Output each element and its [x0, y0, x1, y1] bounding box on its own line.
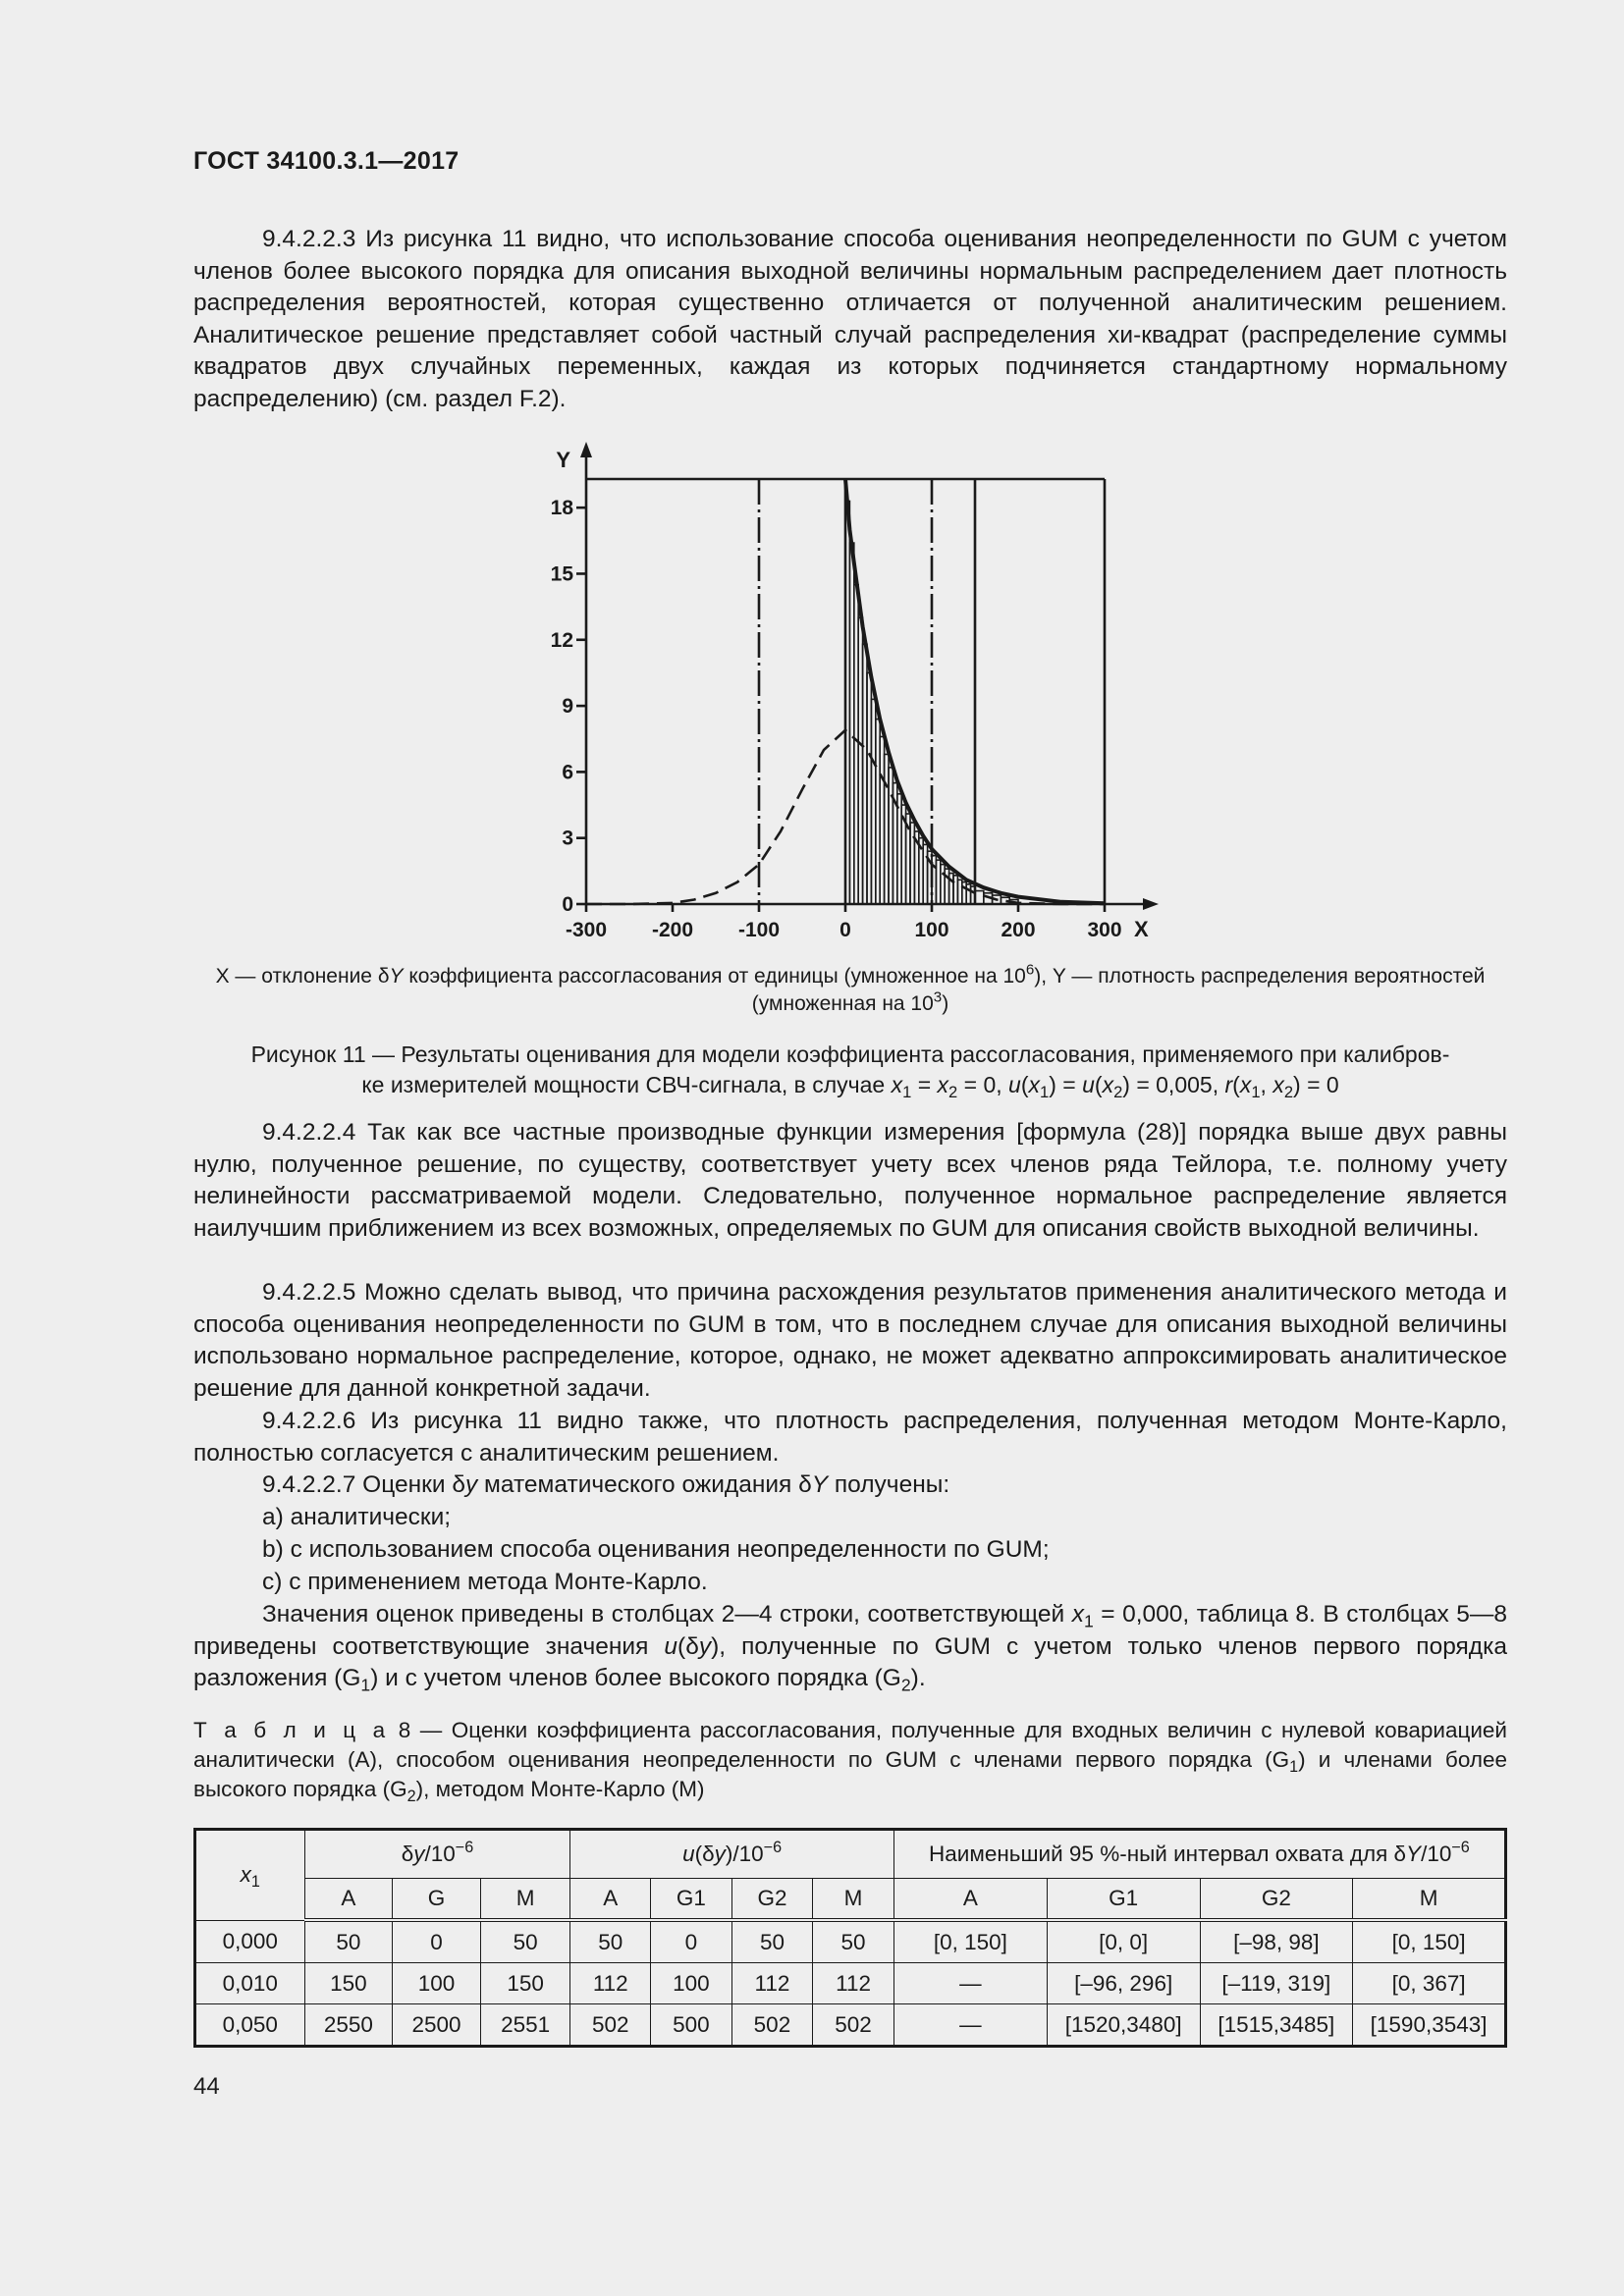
header-coverage-interval: Наименьший 95 %-ный интервал охвата для $\delta Y/10^{-6}$: [893, 1830, 1505, 1879]
x-tick-label: 100: [914, 919, 949, 941]
table-cell: [1520,3480]: [1047, 2004, 1200, 2047]
subheader-cell: G1: [651, 1879, 732, 1921]
table-cell: 50: [570, 1920, 651, 1963]
table-cell: 50: [731, 1920, 813, 1963]
page-number: 44: [193, 2073, 220, 2100]
y-tick-label: 3: [562, 827, 573, 850]
y-tick-label: 18: [550, 497, 573, 520]
table-cell: 150: [480, 1963, 570, 2004]
table-cell: 0: [651, 1920, 732, 1963]
table-cell: 150: [304, 1963, 393, 2004]
subheader-cell: M: [1353, 1879, 1506, 1921]
x-axis-arrow: [1143, 898, 1159, 910]
table-8: [193, 1828, 1507, 2048]
table-cell: [–98, 98]: [1200, 1920, 1353, 1963]
x-tick-label: 200: [1001, 919, 1036, 941]
table-cell: [1590,3543]: [1353, 2004, 1506, 2047]
table-cell: [0, 150]: [893, 1920, 1047, 1963]
y-tick-label: 9: [562, 695, 573, 719]
y-axis-arrow: [580, 442, 592, 457]
table-cell: 2551: [480, 2004, 570, 2047]
figure-legend: X — отклонение δY коэффициента рассогласования от единицы (умноженное на $10^6$), Y — плотность распределения вероятностей (умноженная на $10^3$): [215, 961, 1486, 1015]
x-tick-label: 300: [1087, 919, 1122, 941]
subheader-cell: G2: [1200, 1879, 1353, 1921]
table-cell: 100: [651, 1963, 732, 2004]
histogram-bar: [975, 891, 984, 904]
table-row: [195, 1963, 1506, 2004]
table-cell: [–119, 319]: [1200, 1963, 1353, 2004]
paragraph-9-4-2-2-7: 9.4.2.2.7 Оценки δy математического ожидания δY получены:: [262, 1471, 950, 1498]
table-cell: 0: [393, 1920, 481, 1963]
x-tick-label: -100: [737, 919, 781, 941]
subheader-cell: G1: [1047, 1879, 1200, 1921]
table-cell: —: [893, 1963, 1047, 2004]
y-tick-label: 6: [562, 761, 573, 784]
subheader-cell: A: [304, 1879, 393, 1921]
paragraph-9-4-2-2-6: 9.4.2.2.6 Из рисунка 11 видно также, что плотность распределения, полученная методом Монте-Карло, полностью согласуется с аналитическим решением.: [193, 1408, 1507, 1467]
table-cell: 50: [813, 1920, 894, 1963]
table-cell: 502: [813, 2004, 894, 2047]
subheader-cell: G2: [731, 1879, 813, 1921]
table-cell: —: [893, 2004, 1047, 2047]
table-cell: [0, 150]: [1353, 1920, 1506, 1963]
list-item: b) с использованием способа оценивания неопределенности по GUM;: [262, 1536, 1050, 1563]
table-cell: 0,050: [195, 2004, 305, 2047]
table-cell: 112: [570, 1963, 651, 2004]
list-item: с) с применением метода Монте-Карло.: [262, 1569, 708, 1595]
table-cell: [0, 0]: [1047, 1920, 1200, 1963]
table-cell: 502: [731, 2004, 813, 2047]
table-cell: 112: [731, 1963, 813, 2004]
x-axis-label: X: [1134, 917, 1149, 941]
y-axis-label: Y: [556, 448, 570, 472]
table-cell: 500: [651, 2004, 732, 2047]
y-tick-label: 15: [550, 562, 573, 586]
table-cell: 502: [570, 2004, 651, 2047]
table-cell: 2550: [304, 2004, 393, 2047]
table-cell: 0,010: [195, 1963, 305, 2004]
paragraph-9-4-2-2-5: 9.4.2.2.5 Можно сделать вывод, что причина расхождения результатов применения аналитического метода и способа оценивания неопределенности по GUM в том, что в последнем случае для описания выходной величины использовано нормальное распределение, которое, однако, не может адекватно аппроксимировать аналитическое решение для данной конкретной задачи.: [193, 1279, 1507, 1402]
paragraph-9-4-2-2-4: 9.4.2.2.4 Так как все частные производные функции измерения [формула (28)] порядка выше двух равны нулю, полученное решение, по существу, соответствует учету всех членов ряда Тейлора, т.е. полному учету нелинейности рассматриваемой модели. Следовательно, полученное нормальное распределение является наилучшим приближением из всех возможных, определяемых по GUM для описания свойств выходной величины.: [193, 1119, 1507, 1242]
paragraph-9-4-2-2-3: 9.4.2.2.3 Из рисунка 11 видно, что использование способа оценивания неопределенности по GUM с учетом членов более высокого порядка для описания выходной величины нормальным распределением дает плотность распределения вероятностей, которая существенно отличается от полученной аналитическим решением. Аналитическое решение представляет собой частный случай распределения хи-квадрат (распределение суммы квадратов двух случайных переменных, каждая из которых подчиняется стандартному нормальному распределению) (см. раздел F.2).: [193, 226, 1507, 412]
table-cell: 0,000: [195, 1920, 305, 1963]
table-row: [195, 2004, 1506, 2047]
header-u-dy: $u(\delta y)/10^{-6}$: [570, 1830, 893, 1879]
table-caption: Т а б л и ц а 8 — Оценки коэффициента рассогласования, полученные для входных величин с нулевой ковариацией аналитически (A), способом оценивания неопределенности по GUM с членами первого порядка $(G_1)$ и членами более высокого порядка $(G_2)$, методом Монте-Карло (M): [193, 1718, 1507, 1805]
y-tick-label: 12: [550, 628, 573, 652]
table-row: [195, 1920, 1506, 1963]
paragraph-values: Значения оценок приведены в столбцах 2—4 строки, соответствующей $x_1 = 0,000$, таблица 8. В столбцах 5—8 приведены соответствующие значения u(δy), полученные по GUM с учетом только членов первого порядка разложения $(G_1)$ и с учетом членов более высокого порядка $(G_2)$.: [193, 1601, 1508, 1695]
x-tick-label: -200: [651, 919, 694, 941]
list-item: а) аналитически;: [262, 1504, 452, 1530]
table-cell: 2500: [393, 2004, 481, 2047]
subheader-cell: M: [813, 1879, 894, 1921]
x-tick-label: -300: [565, 919, 608, 941]
y-tick-label: 0: [562, 893, 573, 916]
table-cell: [–96, 296]: [1047, 1963, 1200, 2004]
table-cell: [0, 367]: [1353, 1963, 1506, 2004]
subheader-cell: A: [893, 1879, 1047, 1921]
table-cell: [1515,3485]: [1200, 2004, 1353, 2047]
subheader-cell: A: [570, 1879, 651, 1921]
document-header: ГОСТ 34100.3.1—2017: [193, 147, 460, 175]
table-cell: 112: [813, 1963, 894, 2004]
header-dy: $\delta y/10^{-6}$: [304, 1830, 570, 1879]
figure-caption: Рисунок 11 — Результаты оценивания для модели коэффициента рассогласования, применяемого при калибров- ке измерителей мощности СВЧ-сигнала, в случае $x_1 = x_2 = 0$, $u(x_1) = u(x_2) = 0,005$, $r(x_1$, $x_2) = 0$: [250, 1041, 1450, 1101]
table-cell: 50: [304, 1920, 393, 1963]
header-x1: $x_1$: [195, 1830, 305, 1921]
subheader-cell: G: [393, 1879, 481, 1921]
x-tick-label: 0: [839, 919, 851, 941]
subheader-cell: M: [480, 1879, 570, 1921]
table-cell: 50: [480, 1920, 570, 1963]
figure-11-chart: [530, 440, 1178, 960]
table-cell: 100: [393, 1963, 481, 2004]
